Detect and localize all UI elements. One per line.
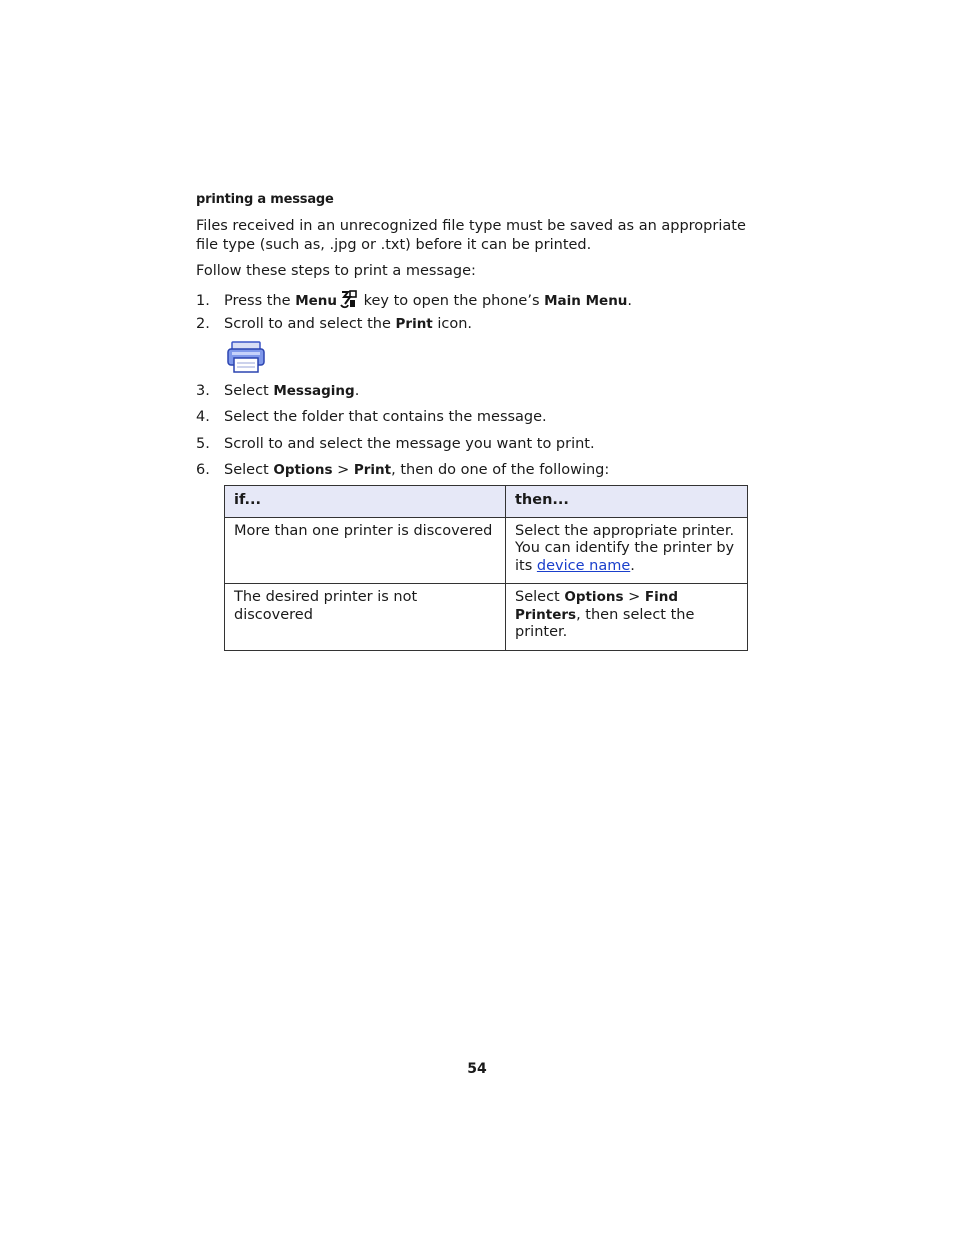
step-text: . bbox=[627, 293, 633, 309]
step-number: 4. bbox=[196, 409, 210, 425]
print-label: Print bbox=[395, 316, 433, 332]
table-row bbox=[225, 584, 748, 651]
cell-text: Select the appropriate printer. You can identify the printer by its bbox=[515, 522, 735, 574]
step-text: . bbox=[354, 383, 360, 399]
header-if: if... bbox=[225, 486, 506, 518]
options-label: Options bbox=[273, 462, 333, 478]
step-text: key to open the phone’s bbox=[359, 293, 545, 309]
row2-then-cell bbox=[506, 584, 748, 651]
row2-if-cell: The desired printer is not discovered bbox=[225, 584, 506, 651]
section-title: printing a message bbox=[196, 192, 334, 207]
step-6 bbox=[196, 461, 609, 480]
condition-table bbox=[224, 485, 748, 651]
step-number: 2. bbox=[196, 316, 210, 332]
step-text: icon. bbox=[432, 316, 473, 332]
step-5 bbox=[196, 435, 595, 454]
step-text: > bbox=[332, 462, 354, 478]
step-text: Scroll to and select the message you want to print. bbox=[224, 436, 595, 452]
messaging-label: Messaging bbox=[273, 383, 355, 399]
step-text: , then do one of the following: bbox=[391, 462, 610, 478]
step-number: 3. bbox=[196, 383, 210, 399]
step-1 bbox=[196, 289, 632, 311]
table-row bbox=[225, 517, 748, 584]
step-3 bbox=[196, 382, 359, 401]
cell-text: , then select the printer. bbox=[515, 606, 695, 640]
step-text: Scroll to and select the bbox=[224, 316, 396, 332]
printer-icon bbox=[226, 341, 266, 373]
table-header-row bbox=[225, 486, 748, 518]
cell-text: > bbox=[623, 589, 645, 605]
header-then: then... bbox=[506, 486, 748, 518]
step-number: 6. bbox=[196, 462, 210, 478]
intro-paragraph: Files received in an unrecognized file type must be saved as an appropriate file type (such as, .jpg or .txt) before it can be printed. bbox=[196, 218, 746, 253]
device-name-link[interactable]: device name bbox=[536, 557, 631, 574]
step-text: Select bbox=[224, 462, 274, 478]
step-text: Select the folder that contains the message. bbox=[224, 409, 547, 425]
print-label: Print bbox=[353, 462, 392, 478]
find-printers-label: Find Printers bbox=[515, 589, 678, 623]
step-text: Press the bbox=[224, 293, 296, 309]
row1-if-cell: More than one printer is discovered bbox=[225, 517, 506, 584]
row1-then-cell bbox=[506, 517, 748, 584]
step-4 bbox=[196, 408, 547, 427]
step-2 bbox=[196, 315, 472, 334]
step-text: Select bbox=[224, 383, 274, 399]
follow-paragraph: Follow these steps to print a message: bbox=[196, 263, 476, 279]
main-menu-label: Main Menu bbox=[544, 293, 628, 309]
page-number: 54 bbox=[467, 1061, 487, 1077]
cell-text: . bbox=[630, 557, 635, 574]
cell-text: Select bbox=[515, 589, 565, 605]
menu-key-icon bbox=[339, 289, 357, 309]
step-number: 1. bbox=[196, 293, 210, 309]
options-label: Options bbox=[564, 589, 624, 605]
step-number: 5. bbox=[196, 436, 210, 452]
menu-key-label: Menu bbox=[295, 293, 337, 309]
